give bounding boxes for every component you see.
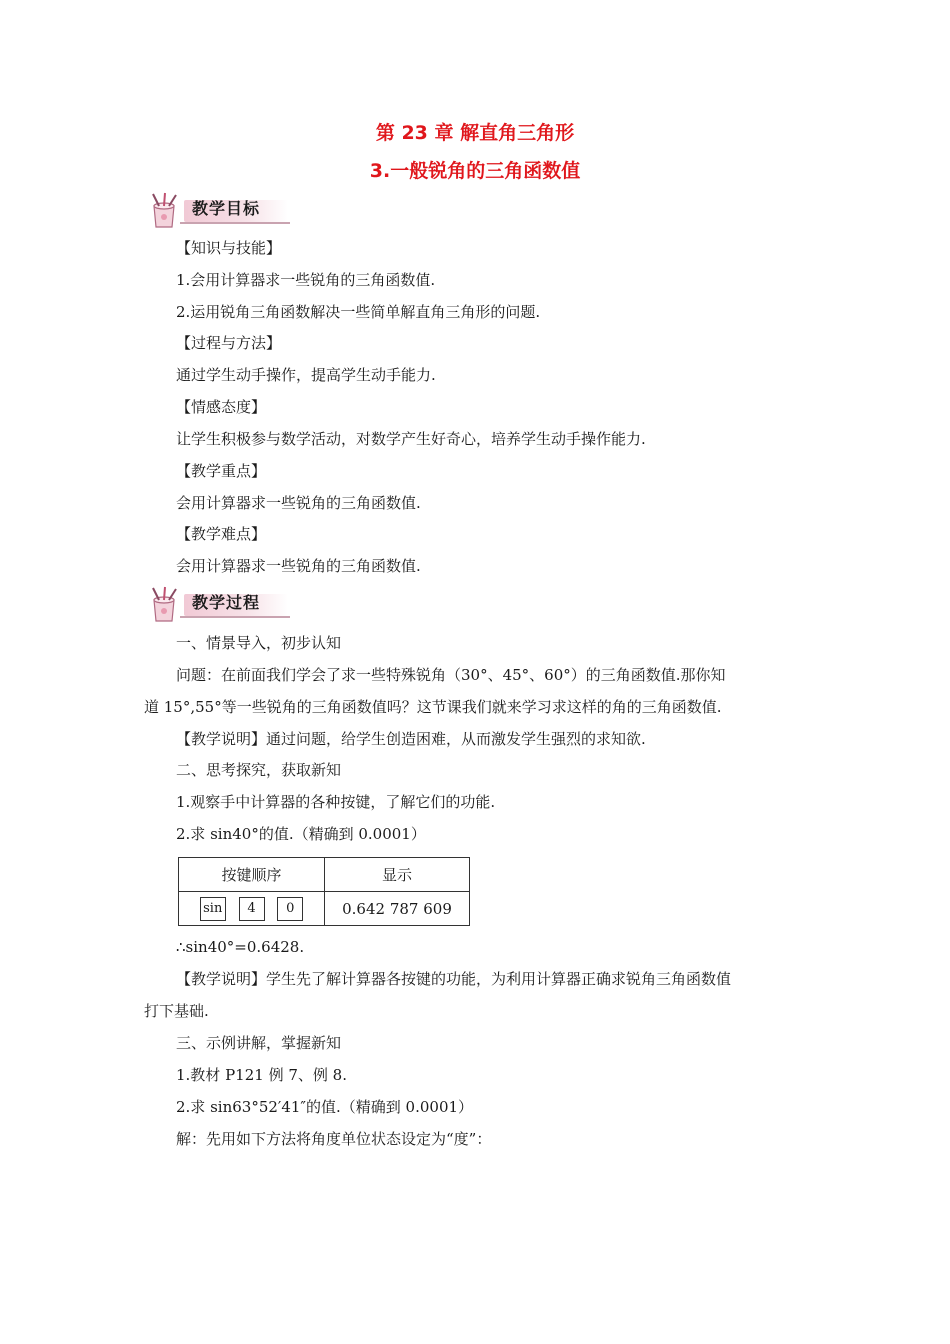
method-heading: 【过程与方法】	[176, 334, 282, 352]
digit-4-key: 4	[239, 897, 265, 921]
table-header-row	[179, 858, 470, 892]
section-3-heading: 三、示例讲解，掌握新知	[176, 1034, 342, 1052]
col-key-sequence: 按键顺序	[179, 858, 325, 892]
lesson-title: 3.一般锐角的三角函数值	[369, 160, 581, 182]
section-1-question-line-2: 道 15°,55°等一些锐角的三角函数值吗？这节课我们就来学习求这样的角的三角函数值.	[144, 698, 722, 716]
goals-badge	[144, 192, 290, 230]
section-3-solution: 解：先用如下方法将角度单位状态设定为“度”：	[176, 1130, 492, 1148]
attitude-heading: 【情感态度】	[176, 398, 267, 416]
section-1-note: 【教学说明】通过问题，给学生创造困难，从而激发学生强烈的求知欲.	[176, 730, 646, 748]
table-row	[179, 892, 470, 926]
difficulty-heading: 【教学难点】	[176, 525, 267, 543]
goals-badge-label: 教学目标	[192, 199, 261, 218]
key-point-heading: 【教学重点】	[176, 462, 267, 480]
process-badge	[144, 586, 290, 624]
section-2-note-line-1: 【教学说明】学生先了解计算器各按键的功能，为利用计算器正确求锐角三角函数值	[176, 970, 732, 988]
key-point-text: 会用计算器求一些锐角的三角函数值.	[176, 494, 421, 512]
knowledge-item-1: 1.会用计算器求一些锐角的三角函数值.	[176, 271, 436, 289]
section-1-question-line-1: 问题：在前面我们学会了求一些特殊锐角（30°、45°、60°）的三角函数值.那你知	[176, 666, 726, 684]
chapter-title: 第 23 章 解直角三角形	[375, 122, 575, 144]
section-2-item-2: 2.求 sin40°的值.（精确到 0.0001）	[176, 825, 426, 843]
section-2-heading: 二、思考探究，获取新知	[176, 761, 342, 779]
section-2-note-line-2: 打下基础.	[144, 1002, 209, 1020]
section-3-item-2: 2.求 sin63°52′41″的值.（精确到 0.0001）	[176, 1098, 474, 1116]
section-2-item-1: 1.观察手中计算器的各种按键，了解它们的功能.	[176, 793, 496, 811]
pen-holder-icon	[144, 192, 186, 230]
attitude-text: 让学生积极参与数学活动，对数学产生好奇心，培养学生动手操作能力.	[176, 430, 646, 448]
digit-0-key: 0	[277, 897, 303, 921]
method-text: 通过学生动手操作，提高学生动手能力.	[176, 366, 436, 384]
section-3-item-1: 1.教材 P121 例 7、例 8.	[176, 1066, 347, 1084]
col-display: 显示	[325, 858, 470, 892]
section-2-result: ∴sin40°=0.6428.	[176, 938, 305, 956]
sin-key: sin	[200, 897, 226, 921]
section-1-heading: 一、情景导入，初步认知	[176, 634, 342, 652]
calculator-key-table	[178, 857, 470, 926]
display-value-cell: 0.642 787 609	[325, 892, 470, 926]
key-sequence-cell	[179, 892, 325, 926]
pen-holder-icon	[144, 586, 186, 624]
process-badge-label: 教学过程	[192, 593, 261, 612]
knowledge-item-2: 2.运用锐角三角函数解决一些简单解直角三角形的问题.	[176, 303, 541, 321]
difficulty-text: 会用计算器求一些锐角的三角函数值.	[176, 557, 421, 575]
knowledge-heading: 【知识与技能】	[176, 239, 282, 257]
